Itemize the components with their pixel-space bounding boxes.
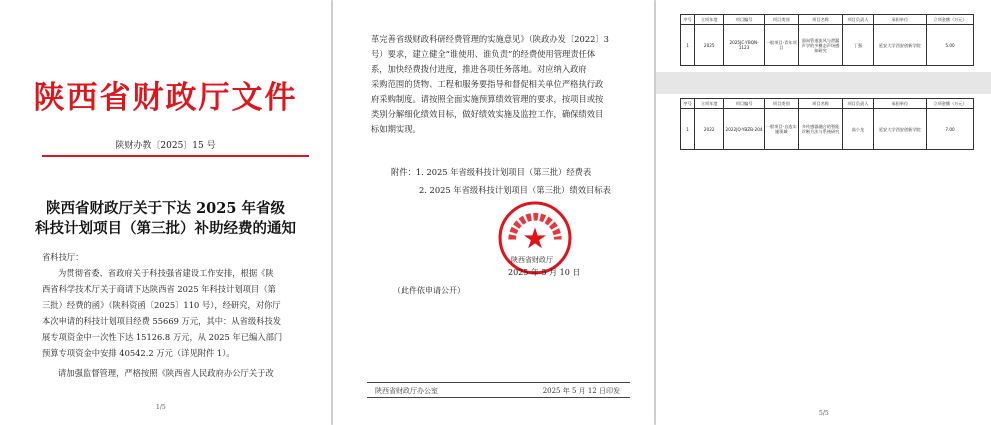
disclosure-note: （此件依申请公开） bbox=[393, 286, 465, 295]
col-header: 序号 bbox=[681, 99, 695, 109]
funding-table-2 bbox=[680, 98, 974, 150]
col-header: 立项年度 bbox=[695, 15, 724, 25]
page-number: 1/5 bbox=[156, 404, 166, 411]
paragraph-1-line-5: 展专项资金中一次性下达 15126.8 万元，从 2025 年已编入部门 bbox=[42, 332, 283, 342]
table-cell: 2025JC-YBQN-1123 bbox=[724, 25, 764, 66]
col-header: 立项金额（万元） bbox=[927, 99, 974, 109]
footer-top-line bbox=[367, 382, 630, 383]
paragraph-line-3: 系，加快经费拨付进度，推进各项任务落地。对应纳入政府 bbox=[371, 64, 587, 74]
table-cell: 丁强 bbox=[843, 25, 873, 66]
seal-organization: 陕西省财政厅 bbox=[511, 256, 553, 264]
footer-print-date: 2025 年 5 月 12 日印发 bbox=[542, 387, 620, 395]
issue-date: 2025 年 5 月 10 日 bbox=[508, 268, 581, 277]
document-page-1 bbox=[0, 0, 331, 425]
table-cell: 延安大学西安创新学院 bbox=[873, 109, 926, 150]
table-cell: 7.00 bbox=[927, 109, 974, 150]
paragraph-1-line-6: 预算专项资金中安排 40542.2 万元（详见附件 1）。 bbox=[42, 348, 235, 358]
table-cell: 2022 bbox=[695, 109, 724, 150]
footer-printing-info bbox=[375, 386, 620, 396]
recipient-line: 省科技厅： bbox=[42, 252, 84, 262]
col-header: 序号 bbox=[681, 15, 695, 25]
col-header: 项目类别 bbox=[764, 99, 798, 109]
paragraph-line-5: 府采购制度。请按照全面实施预算绩效管理的要求，按项目或按 bbox=[371, 94, 604, 104]
col-header: 承担单位 bbox=[873, 15, 927, 25]
col-header: 项目负责人 bbox=[843, 99, 873, 109]
table-cell: 1 bbox=[681, 25, 695, 66]
col-header: 承担单位 bbox=[873, 99, 926, 109]
paragraph-2-line-1: 请加强监督管理，严格按照《陕西省人民政府办公厅关于改 bbox=[58, 368, 274, 378]
table-cell: 延安大学西安创新学院 bbox=[873, 25, 927, 66]
paragraph-line-1: 革完善省级财政科研经费管理的实施意见》（陕政办发〔2022〕3 bbox=[371, 34, 609, 44]
red-divider-line bbox=[42, 155, 309, 157]
paragraph-1-line-4: 本次申请的科技计划项目经费 55669 万元，其中：从省级科技发 bbox=[42, 316, 282, 326]
paragraph-1-line-3: 三批）经费的函》（陕科资函〔2025〕110 号），经研究，对你厅 bbox=[42, 300, 281, 310]
document-title-line-2: 科技计划项目（第三批）补助经费的通知 bbox=[35, 220, 296, 237]
paragraph-line-4: 采购范围的货物、工程和服务要指导和督促相关单位严格执行政 bbox=[371, 79, 604, 89]
table-cell: 5.00 bbox=[927, 25, 974, 66]
document-red-header: 陕西省财政厅文件 bbox=[33, 80, 298, 116]
table-cell: 一般项目-自选实施领域 bbox=[764, 109, 798, 150]
attachment-2: 2. 2025 年省级科技计划项目（第三批）绩效目标表 bbox=[419, 185, 611, 195]
footer-bottom-line bbox=[367, 397, 630, 398]
funding-table-1 bbox=[680, 14, 974, 66]
table-row bbox=[681, 109, 974, 150]
col-header: 项目类别 bbox=[764, 15, 798, 25]
attachment-1: 附件：1. 2025 年省级科技计划项目（第三批）经费表 bbox=[391, 167, 592, 177]
col-header: 项目名称 bbox=[798, 99, 843, 109]
document-page-attachment bbox=[656, 0, 991, 425]
page-separator bbox=[656, 72, 991, 94]
footer-office: 陕西省财政厅办公室 bbox=[375, 387, 438, 395]
paragraph-line-7: 标如期实现。 bbox=[371, 124, 421, 134]
col-header: 项目负责人 bbox=[843, 15, 873, 25]
table-row bbox=[681, 25, 974, 66]
table-cell: 一般项目-青年项目 bbox=[764, 25, 798, 66]
col-header: 立项金额（万元） bbox=[927, 15, 974, 25]
paragraph-line-2: 号）要求，建立健全“谁使用、谁负责”的经费使用管理责任体 bbox=[371, 49, 596, 59]
col-header: 项目编号 bbox=[724, 99, 764, 109]
table-cell: 2022JQ-YBZB-204 bbox=[724, 109, 764, 150]
col-header: 立项年度 bbox=[695, 99, 724, 109]
table-cell: 多传感器融合的智能诊断方法与系统研究 bbox=[798, 109, 843, 150]
document-number: 陕财办教〔2025〕15 号 bbox=[115, 141, 216, 151]
paragraph-line-6: 类别分解细化绩效目标，做好绩效实施及监控工作，确保绩效目 bbox=[371, 109, 604, 119]
paragraph-1-line-1: 为贯彻省委、省政府关于科技强省建设工作安排，根据《陕 bbox=[58, 268, 274, 278]
table-cell: 面向管道流风与泄漏声学的多模态声场感知研究 bbox=[798, 25, 843, 66]
table-cell: 1 bbox=[681, 109, 695, 150]
page-number: 5/5 bbox=[819, 410, 829, 417]
table-cell: 高小龙 bbox=[843, 109, 873, 150]
document-page-2 bbox=[333, 0, 654, 425]
document-title-line-1: 陕西省财政厅关于下达 2025 年省级 bbox=[46, 200, 285, 217]
col-header: 项目名称 bbox=[798, 15, 843, 25]
paragraph-1-line-2: 西省科学技术厅关于商请下达陕西省 2025 年科技计划项目（第 bbox=[42, 284, 276, 294]
table-cell: 2025 bbox=[695, 25, 724, 66]
col-header: 项目编号 bbox=[724, 15, 764, 25]
